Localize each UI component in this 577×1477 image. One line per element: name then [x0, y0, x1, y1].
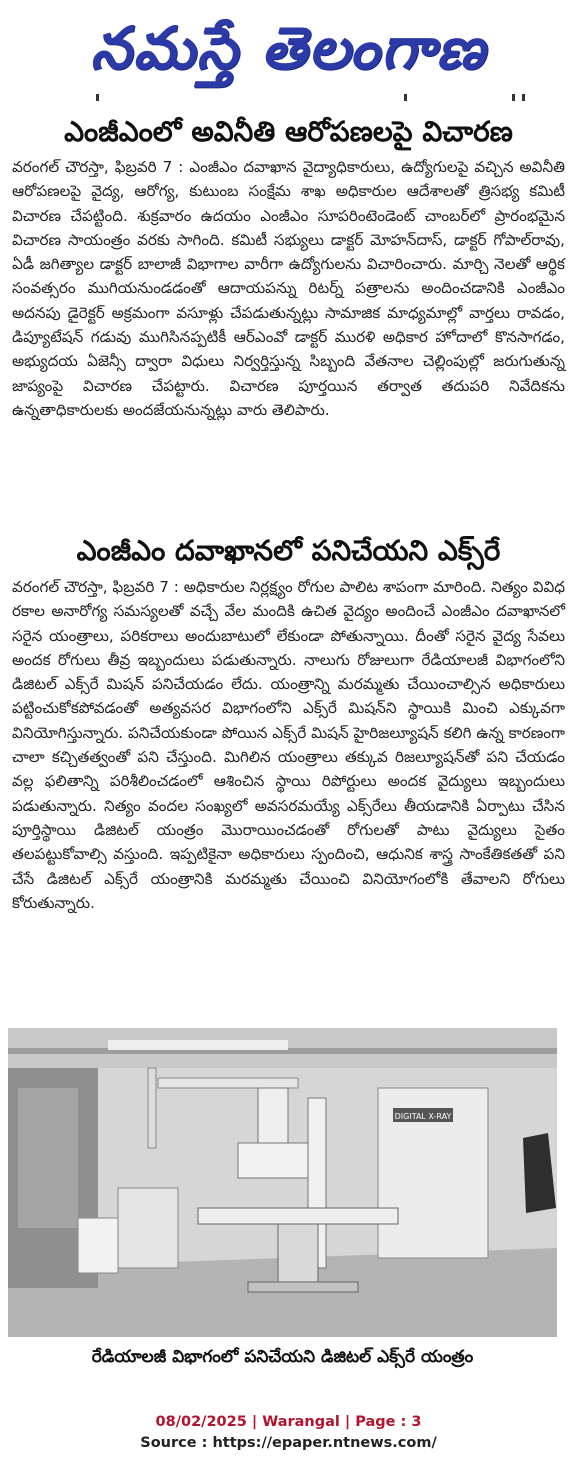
masthead-title: నమస్తే తెలంగాణ: [90, 14, 487, 82]
article1-headline: ఎంజీఎంలో అవినీతి ఆరోపణలపై విచారణ: [64, 115, 513, 148]
newspaper-masthead: [0, 0, 577, 100]
top-rule-marks: [0, 94, 577, 102]
article2-body: వరంగల్‌ చౌరస్తా, ఫిబ్రవరి 7 : అధికారుల నిర్లక్ష్యం రోగుల పాలిట శాపంగా మారింది. నిత్యం వివిధ రకాల అనారోగ్య సమస్యలతో వచ్చే వేల మందికి ఉచిత వైద్యం అందించే ఎంజీఎం దవాఖానలో సరైన యంత్రాలు, పరికరాలు అందుబాటులో లేకుండా పోతున్నాయి. దీంతో సరైన వైద్య సేవలు అందక రోగులు తీవ్ర ఇబ్బందులు పడుతున్నారు. నాలుగు రోజులుగా రేడియాలజీ విభాగంలోని డిజిటల్‌ ఎక్స్‌రే మిషన్‌ పనిచేయడం లేదు. యంత్రాన్ని మరమ్మతు చేయించాల్సిన అధికారులు పట్టించుకోకపోవడంతో అత్యవసర విభాగంలోని ఎక్స్‌రే మిషన్‌ని స్థాయికి మించి ఎక్కువగా వినియోగిస్తున్నారు. పనిచేయకుండా పోయిన ఎక్స్‌రే మిషన్‌ హైరిజల్యూషన్‌ కలిగి ఉన్న కారణంగా చాలా కచ్చితత్వంతో పని చేస్తుంది. మిగిలిన యంత్రాలు తక్కువ రిజల్యూషన్‌తో పని చేయడం వల్ల ఫలితాన్ని పరిశీలించడంలో ఆశించిన స్థాయి రిపోర్టులు అందక వైద్యులు ఇబ్బందులు పడుతున్నారు. నిత్యం వందల సంఖ్యలో అవసరమయ్యే ఎక్స్‌రేలు తీయడానికి ఏర్పాటు చేసిన పూర్తిస్థాయి డిజిటల్‌ యంత్రం మొరాయించడంతో రోగులతో పాటు వైద్యులు సైతం తలపట్టుకోవాల్సి వస్తుంది. ఇప్పటికైనా అధికారులు స్పందించి, ఆధునిక శాస్త్ర సాంకేతికతతో పని చేసే డిజిటల్‌ ఎక్స్‌రే యంత్రానికి మరమ్మతు చేయించి వినియోగంలోకి తేవాలని రోగులు కోరుతున్నారు.: [12, 578, 565, 912]
xray-room-photo: [8, 1028, 557, 1337]
footer-date-line: 08/02/2025 | Warangal | Page : 3: [155, 1414, 422, 1430]
footer-source-line: Source : https://epaper.ntnews.com/: [140, 1435, 437, 1451]
photo-caption: రేడియాలజీ విభాగంలో పనిచేయని డిజిటల్‌ ఎక్స్‌రే యంత్రం: [91, 1347, 474, 1367]
article1-body: వరంగల్‌ చౌరస్తా, ఫిబ్రవరి 7 : ఎంజీఎం దవాఖాన వైద్యాధికారులు, ఉద్యోగులపై వచ్చిన అవినీతి ఆరోపణలపై వైద్య, ఆరోగ్య, కుటుంబ సంక్షేమ శాఖ అధికారుల ఆదేశాలతో త్రిసభ్య కమిటీ విచారణ చేపట్టింది. శుక్రవారం ఉదయం ఎంజీఎం సూపరింటెండెంట్‌ చాంబర్‌లో ప్రారంభమైన విచారణ సాయంత్రం వరకు సాగింది. కమిటీ సభ్యులు డాక్టర్‌ మోహన్‌దాస్‌, డాక్టర్‌ గోపాల్‌రావు, ఏడీ జగిత్యాల డాక్టర్‌ బాలాజీ విభాగాల వారీగా ఉద్యోగులను విచారించారు. మార్చి నెలతో ఆర్థిక సంవత్సరం ముగియనుండడంతో ఆదాయపన్ను రిటర్న్‌ పత్రాలను అందించడానికి ఎంజీఎం అదనపు డైరెక్టర్‌ అక్రమంగా వసూళ్లు చేపడుతున్నట్లు సామాజిక మాధ్యమాల్లో వార్తలు రావడం, డిప్యూటేషన్‌ గడువు ముగిసినప్పటికీ ఆర్‌ఎంవో డాక్టర్‌ మురళి అధికార హోదాలో కొనసాగడం, అభ్యుదయ ఏజెన్సీ ద్వారా విధులు నిర్వర్తిస్తున్న సిబ్బంది వేతనాల చెల్లింపుల్లో జరుగుతున్న జాప్యంపై విచారణ చేపట్టారు. విచారణ పూర్తయిన తర్వాత తదుపరి నివేదికను ఉన్నతాధికారులకు అందజేయనున్నట్లు వారు తెలిపారు.: [12, 158, 565, 419]
xray-room-illustration: [8, 1028, 557, 1337]
page-footer: [0, 1412, 577, 1454]
article2-headline: ఎంజీఎం దవాఖానలో పనిచేయని ఎక్స్‌రే: [76, 534, 501, 567]
machine-label: DIGITAL X-RAY: [394, 1112, 452, 1121]
